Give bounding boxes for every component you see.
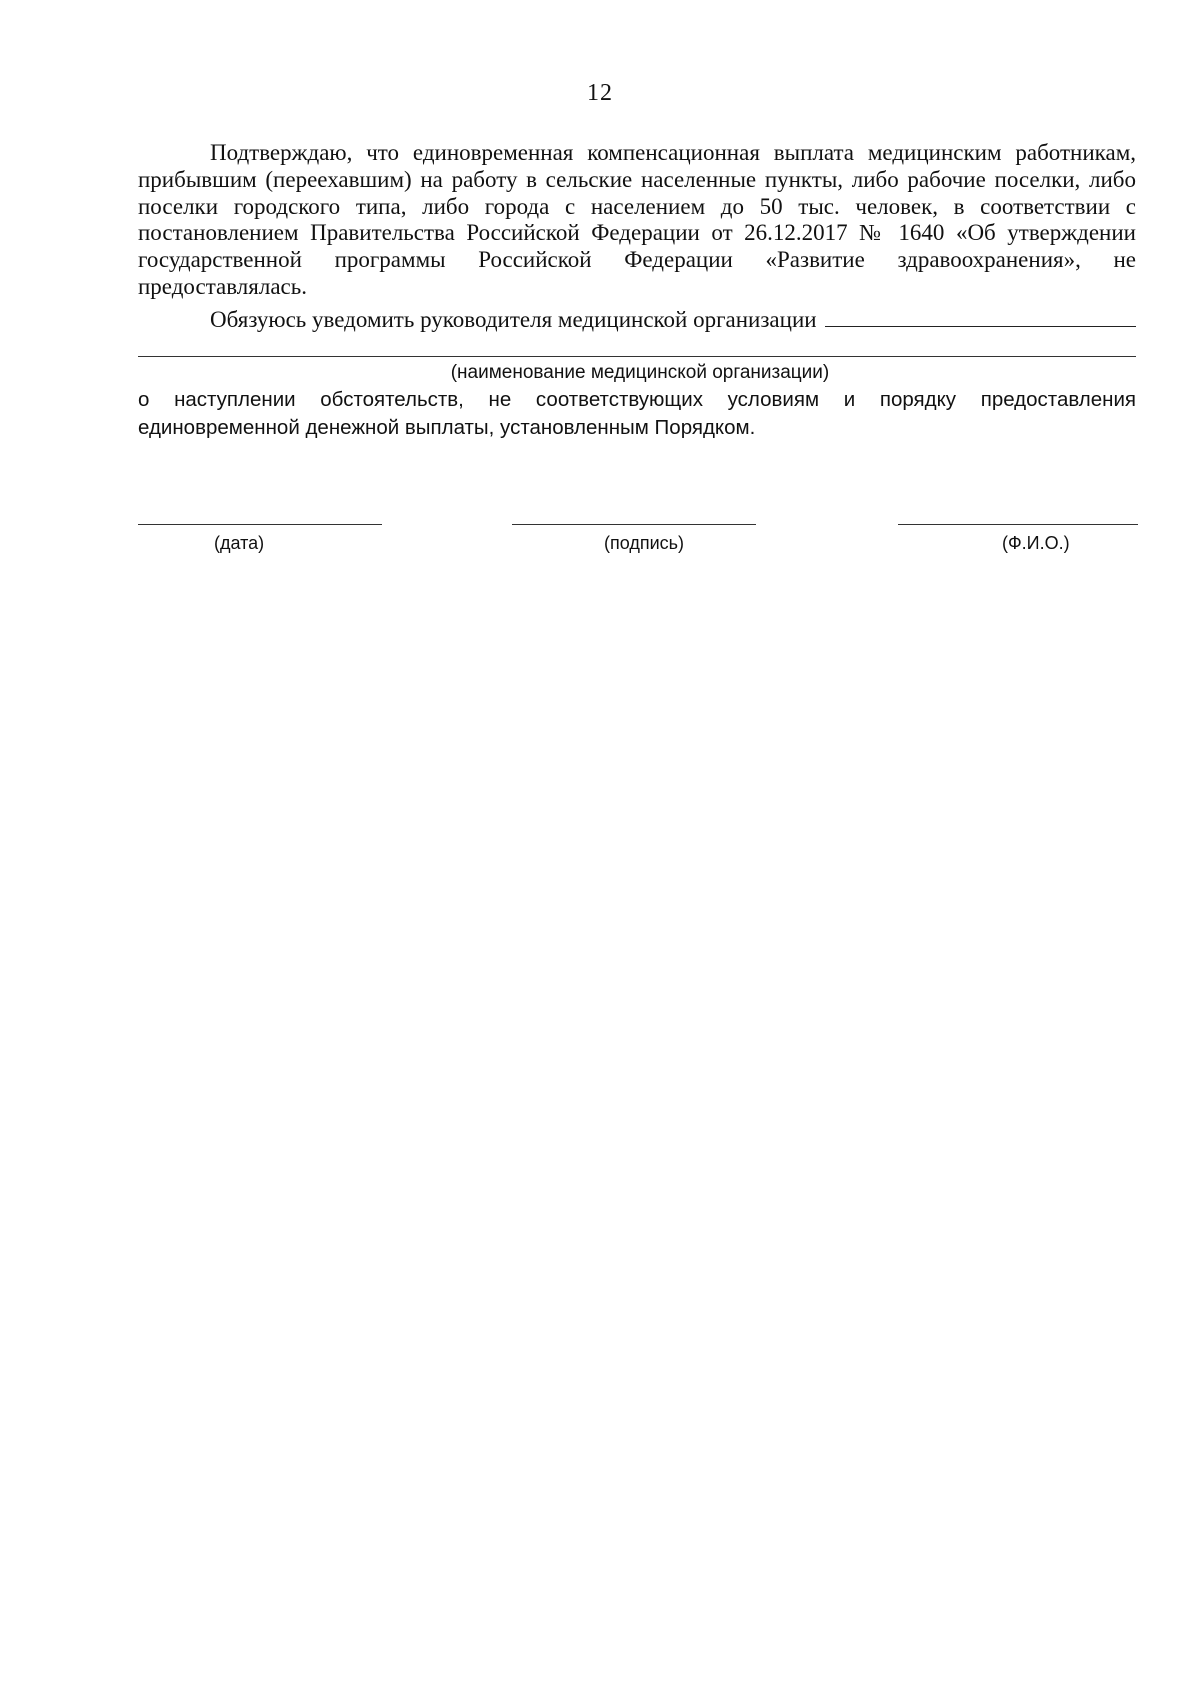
signature-field <box>512 520 756 560</box>
full-name-blank-line[interactable] <box>898 520 1138 525</box>
date-blank-line[interactable] <box>138 520 382 525</box>
obligation-continuation-paragraph: о наступлении обстоятельств, не соответствующих условиям и порядку предоставления единовременной денежной выплаты, установленным Порядком. <box>138 388 1136 439</box>
page-number: 12 <box>587 80 613 106</box>
obligation-line <box>138 307 1136 334</box>
full-name-caption: (Ф.И.О.) <box>1002 533 1070 553</box>
organization-caption: (наименование медицинской организации) <box>450 362 830 383</box>
organization-blank-line[interactable] <box>138 356 1136 357</box>
date-field <box>138 520 382 560</box>
date-caption: (дата) <box>214 533 265 553</box>
organization-blank-inline[interactable] <box>825 308 1136 327</box>
confirmation-paragraph: Подтверждаю, что единовременная компенсационная выплата медицинским работникам, прибывшим (переехавшим) на работу в сельские населенные пункты, либо рабочие поселки, либо поселки городского типа, либо города с населением до 50 тыс. человек, в соответствии с постановлением Правительства Российской Федерации от 26.12.2017 № 1640 «Об утверждении государственной программы Российской Федерации «Развитие здравоохранения», не предоставлялась. <box>138 140 1136 299</box>
signature-blank-line[interactable] <box>512 520 756 525</box>
full-name-field <box>898 520 1138 560</box>
signature-caption: (подпись) <box>604 533 685 553</box>
obligation-text: Обязуюсь уведомить руководителя медицинской организации <box>210 307 817 332</box>
